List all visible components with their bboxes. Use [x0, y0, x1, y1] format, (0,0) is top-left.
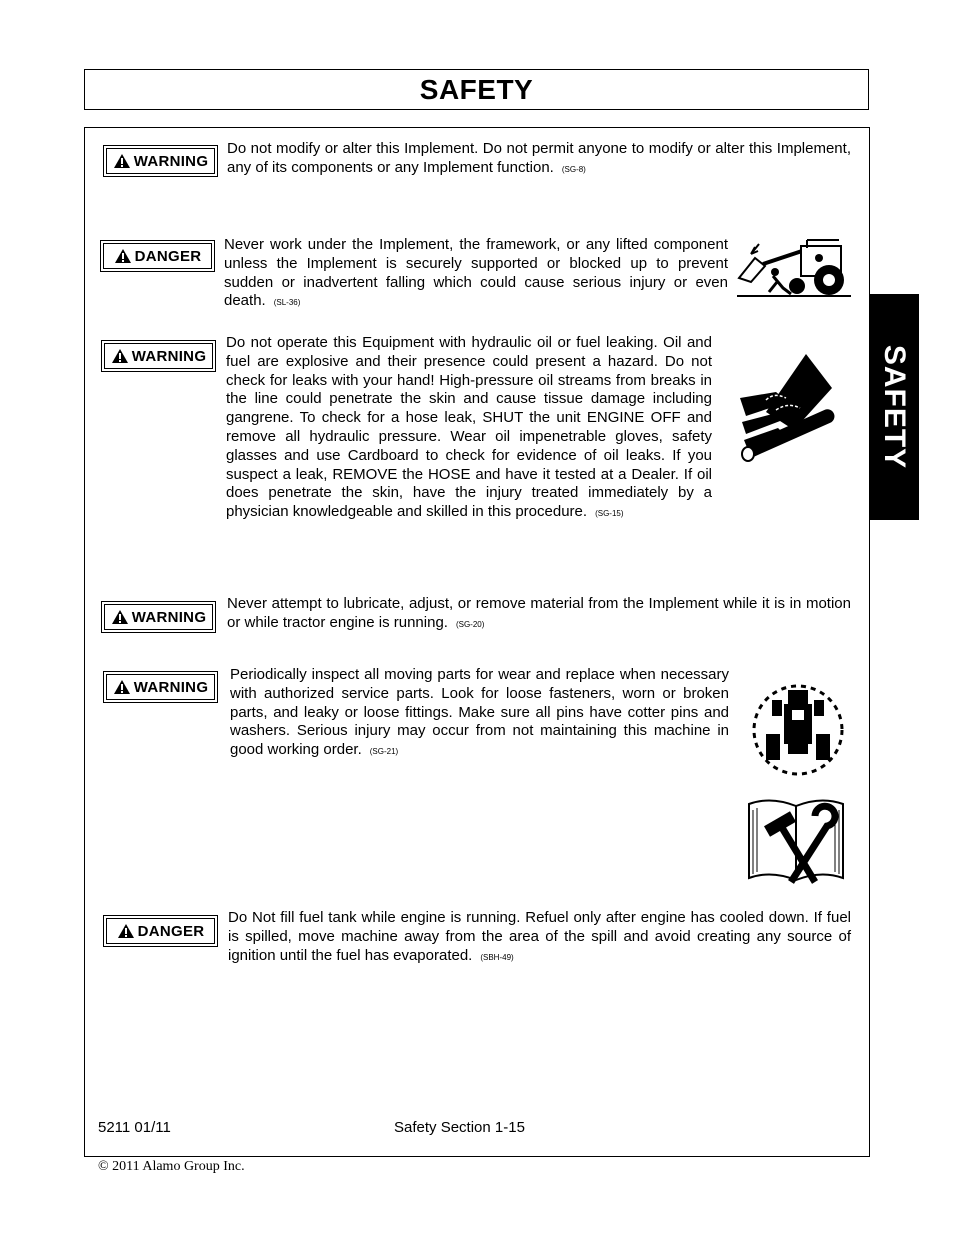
badge-label: WARNING — [133, 678, 209, 696]
alert-triangle-icon — [113, 679, 131, 695]
message-text: Periodically inspect all moving parts for wear and replace when necessary with authorized service parts. Look for loose fasteners, worn or broken parts, and leaky or loose fittings. Make sure all pins have cotter pins and washers. Serious injury may occur from not maintaining this machine in good working order. — [230, 666, 729, 759]
side-tab-label: SAFETY — [878, 344, 911, 470]
alert-triangle-icon — [111, 348, 129, 364]
safety-message — [227, 140, 851, 180]
alert-triangle-icon — [114, 248, 132, 264]
section-page-number: Safety Section 1-15 — [394, 1119, 525, 1136]
hydraulic-leak-hand-icon — [736, 352, 840, 462]
copyright-notice: © 2011 Alamo Group Inc. — [98, 1159, 245, 1174]
message-text: Never work under the Implement, the framework, or any lifted component unless the Implement is securely supported or blocked up to prevent sudden or inadvertent falling which could cause serious injury or even death. — [224, 236, 728, 310]
section-side-tab — [869, 294, 919, 520]
message-code: (SBH-49) — [480, 952, 514, 962]
safety-message — [226, 334, 712, 524]
danger-badge — [103, 915, 218, 947]
message-text: Do not modify or alter this Implement. Do not permit anyone to modify or alter this Implement, any of its components or any Implement function. — [227, 140, 851, 176]
alert-triangle-icon — [113, 153, 131, 169]
badge-label: WARNING — [131, 347, 207, 365]
alert-triangle-icon — [117, 923, 135, 939]
message-code: (SG-21) — [369, 747, 399, 757]
alert-triangle-icon — [111, 609, 129, 625]
safety-message — [228, 909, 851, 967]
tractor-inspection-icon — [748, 680, 848, 780]
message-text: Do Not fill fuel tank while engine is running. Refuel only after engine has cooled down. If fuel is spilled, move machine away from the area of the spill and avoid creating any source of ignition until the fuel has evaporated. — [228, 909, 851, 964]
safety-message — [224, 236, 728, 313]
warning-badge — [103, 145, 218, 177]
safety-message — [230, 666, 729, 762]
warning-badge — [101, 340, 216, 372]
warning-badge — [103, 671, 218, 703]
badge-label: WARNING — [133, 152, 209, 170]
page-title: SAFETY — [419, 74, 534, 105]
badge-label: DANGER — [134, 247, 202, 265]
badge-label: WARNING — [131, 608, 207, 626]
message-code: (SG-8) — [561, 164, 586, 174]
manual-tools-icon — [745, 796, 847, 884]
safety-message — [227, 595, 851, 635]
warning-badge — [101, 601, 216, 633]
badge-label: DANGER — [137, 922, 205, 940]
crushed-under-loader-icon — [735, 236, 853, 300]
message-code: (SL-36) — [273, 298, 301, 308]
message-code: (SG-20) — [455, 619, 485, 629]
message-text: Do not operate this Equipment with hydraulic oil or fuel leaking. Oil and fuel are explosive and their presence could present a hazard. Do not check for leaks with your hand! High-pressure oil streams from breaks in the line could penetrate the skin and cause tissue damage including gangrene. To check for a hose leak, SHUT the unit ENGINE OFF and remove all hydraulic pressure. Wear oil impenetrable gloves, safety glasses and use Cardboard to check for evidence of oil leaks. If you suspect a leak, REMOVE the HOSE and have it tested at a Dealer. If oil does penetrate the skin, have the injury treated immediately by a physician knowledgeable and skilled in this procedure. — [226, 334, 712, 521]
message-text: Never attempt to lubricate, adjust, or remove material from the Implement while it is in motion or while tractor engine is running. — [227, 595, 851, 631]
message-code: (SG-15) — [595, 509, 624, 519]
header-box — [84, 69, 869, 110]
danger-badge — [100, 240, 215, 272]
doc-number: 5211 01/11 — [98, 1119, 171, 1136]
